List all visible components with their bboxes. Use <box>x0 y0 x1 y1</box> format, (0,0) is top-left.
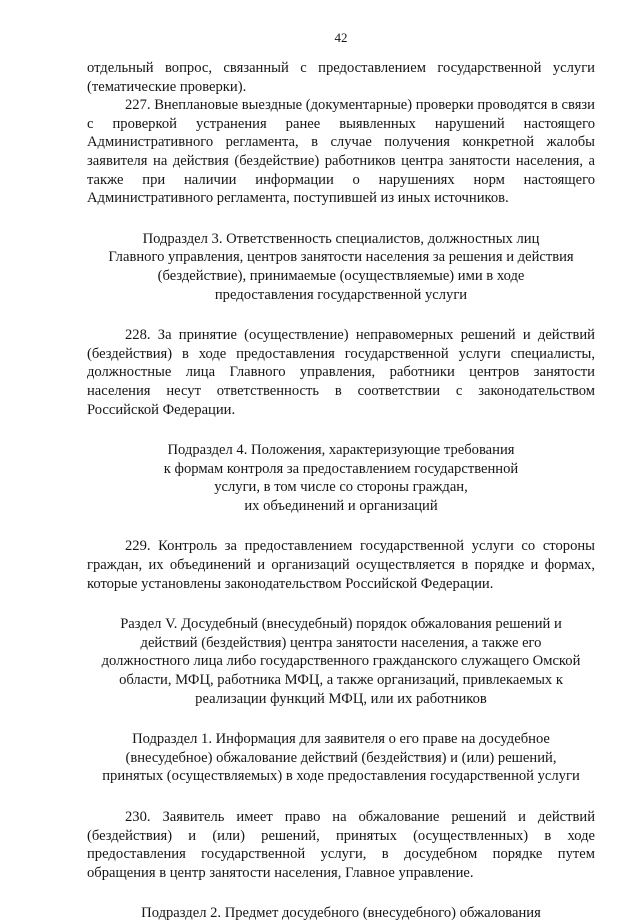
heading-line: Раздел V. Досудебный (внесудебный) порядок обжалования решений и <box>120 616 562 633</box>
heading-line: услуги, в том числе со стороны граждан, <box>214 479 468 496</box>
heading-line: реализации функций МФЦ, или их работников <box>195 690 487 707</box>
paragraph-229: 229. Контроль за предоставлением государственной услуги со стороны граждан, их объединений и организаций осуществляется в порядке и формах, которые установлены законодательством Российской Федерации. <box>87 538 595 592</box>
heading-line: Подраздел 2. Предмет досудебного (внесудебного) обжалования <box>141 905 541 922</box>
paragraph-228: 228. За принятие (осуществление) неправомерных решений и действий (бездействия) в ходе предоставления государственной услуги специалисты, должностные лица Главного управления, работники центров занятости населения несут ответственность в соответствии с законодательством Российской Федерации. <box>87 327 595 418</box>
heading-line: предоставления государственной услуги <box>214 286 468 303</box>
heading-line: Подраздел 1. Информация для заявителя о его праве на досудебное <box>132 731 550 748</box>
heading-line: должностного лица либо государственного гражданского служащего Омской <box>101 653 581 670</box>
page-number: 42 <box>334 30 348 45</box>
heading-line: (внесудебное) обжалование действий (бездействия) и (или) решений, <box>125 749 557 766</box>
heading-section-5 <box>87 615 595 708</box>
heading-line: их объединений и организаций <box>244 497 438 514</box>
paragraph-230: 230. Заявитель имеет право на обжалование решений и действий (бездействия) и (или) решений, принятых (осуществленных) в ходе предоставления государственной услуги, в досудебном порядке путем обращения в центр занятости населения, Главное управление. <box>87 809 595 881</box>
heading-line: к формам контроля за предоставлением государственной <box>163 460 519 477</box>
paragraph-227: 227. Внеплановые выездные (документарные) проверки проводятся в связи с проверкой устранения ранее выявленных нарушений настоящего Административного регламента, в случае получения конкретной жалобы заявителя на действия (бездействие) работников центра занятости населения, а также при наличии информации о нарушениях норм настоящего Административного регламента, поступившей из иных источников. <box>87 97 595 207</box>
paragraph-continuation: отдельный вопрос, связанный с предоставлением государственной услуги (тематические проверки). <box>87 60 595 95</box>
heading-line: области, МФЦ, работника МФЦ, а также организаций, привлекаемых к <box>119 672 563 689</box>
heading-line: Подраздел 3. Ответственность специалистов, должностных лиц <box>142 230 540 247</box>
heading-subsection-4 <box>87 441 595 515</box>
heading-subsection-1 <box>87 730 595 786</box>
heading-line: Главного управления, центров занятости населения за решения и действия <box>108 249 574 266</box>
heading-line: принятых (осуществляемых) в ходе предоставления государственной услуги <box>102 768 580 785</box>
heading-subsection-2 <box>87 904 595 923</box>
heading-line: (бездействие), принимаемые (осуществляемые) ими в ходе <box>157 267 525 284</box>
heading-line: Подраздел 4. Положения, характеризующие требования <box>167 442 515 459</box>
heading-subsection-3 <box>87 230 595 304</box>
heading-line: действий (бездействия) центра занятости населения, а также его <box>140 634 542 651</box>
